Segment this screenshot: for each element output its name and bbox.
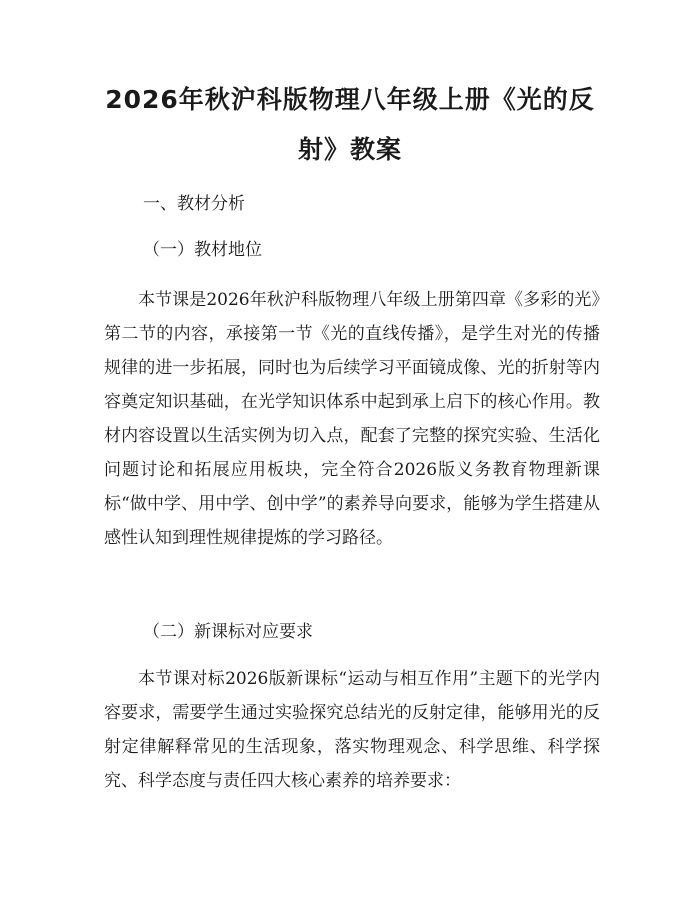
document-title: 2026年秋沪科版物理八年级上册《光的反射》教案 bbox=[105, 85, 595, 164]
subsection-heading-curriculum-requirements: （二）新课标对应要求 bbox=[143, 622, 313, 642]
paragraph-textbook-position: 本节课是2026年秋沪科版物理八年级上册第四章《多彩的光》第二节的内容，承接第一节《光的直线传播》，是学生对光的传播规律的进一步拓展，同时也为后续学习平面镜成像、光的折射等内容奠定知识基础，在光学知识体系中起到承上启下的核心作用。教材内容设置以生活实例为切入点，配套了完整的探究实验、生活化问题讨论和拓展应用板块，完全符合2026版义务教育物理新课标“做中学、用中学、创中学”的素养导向要求，能够为学生搭建从感性认知到理性规律提炼的学习路径。 bbox=[104, 290, 600, 548]
subsection-heading-textbook-position: （一）教材地位 bbox=[143, 240, 262, 260]
section-heading-textbook-analysis: 一、教材分析 bbox=[143, 194, 245, 214]
paragraph-curriculum-requirements: 本节课对标2026版新课标“运动与相互作用”主题下的光学内容要求，需要学生通过实验探究总结光的反射定律，能够用光的反射定律解释常见的生活现象，落实物理观念、科学思维、科学探究、科学态度与责任四大核心素养的培养要求： bbox=[104, 669, 600, 791]
